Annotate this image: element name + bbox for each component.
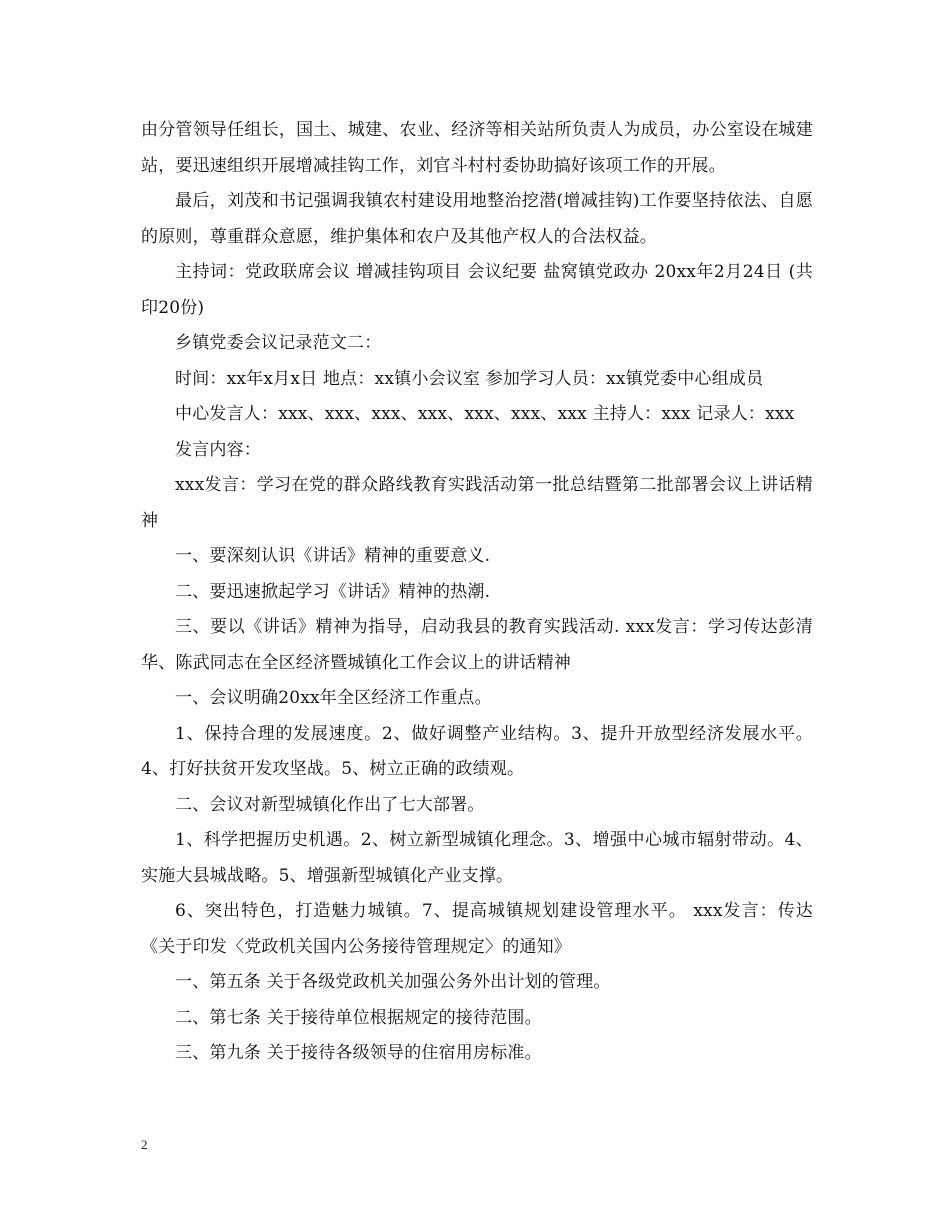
paragraph: 主持词：党政联席会议 增减挂钩项目 会议纪要 盐窝镇党政办 20xx年2月24日 (共印20份): [141, 262, 813, 318]
list-item: 二、要迅速掀起学习《讲话》精神的热潮.: [175, 581, 491, 602]
paragraph: 由分管领导任组长，国土、城建、农业、经济等相关站所负责人为成员，办公室设在城建站，要迅速组织开展增减挂钩工作，刘官斗村村委协助搞好该项工作的开展。: [141, 120, 813, 176]
section-heading: 乡镇党委会议记录范文二：: [175, 333, 382, 353]
list-item: 二、会议对新型城镇化作出了七大部署。: [175, 794, 485, 815]
page-number: 2: [141, 1137, 148, 1152]
paragraph: 中心发言人：xxx、xxx、xxx、xxx、xxx、xxx、xxx 主持人：xxx 记录人：xxx: [175, 404, 795, 424]
paragraph: xxx发言：学习在党的群众路线教育实践活动第一批总结暨第二批部署会议上讲话精神: [141, 475, 813, 531]
list-item: 一、要深刻认识《讲话》精神的重要意义.: [175, 546, 491, 566]
list-item: 三、第九条 关于接待各级领导的住宿用房标准。: [175, 1043, 542, 1063]
document-body: [141, 113, 813, 1072]
paragraph: 发言内容：: [175, 439, 261, 460]
paragraph: 1、保持合理的发展速度。2、做好调整产业结构。3、提升开放型经济发展水平。4、打好扶贫开发攻坚战。5、树立正确的政绩观。: [141, 723, 813, 779]
list-item: 二、第七条 关于接待单位根据规定的接待范围。: [175, 1007, 542, 1028]
list-item: 三、要以《讲话》精神为指导，启动我县的教育实践活动. xxx发言：学习传达彭清华、陈武同志在全区经济暨城镇化工作会议上的讲话精神: [141, 617, 813, 673]
paragraph: 1、科学把握历史机遇。2、树立新型城镇化理念。3、增强中心城市辐射带动。4、实施大县城战略。5、增强新型城镇化产业支撑。: [141, 830, 813, 886]
paragraph: 最后，刘茂和书记强调我镇农村建设用地整治挖潜(增减挂钩)工作要坚持依法、自愿的原则，尊重群众意愿，维护集体和农户及其他产权人的合法权益。: [141, 191, 813, 247]
list-item: 一、第五条 关于各级党政机关加强公务外出计划的管理。: [175, 972, 611, 992]
paragraph: 6、突出特色，打造魅力城镇。7、提高城镇规划建设管理水平。 xxx发言：传达《关于印发〈党政机关国内公务接待管理规定〉的通知》: [141, 901, 813, 957]
list-item: 一、会议明确20xx年全区经济工作重点。: [175, 688, 492, 708]
paragraph: 时间：xx年x月x日 地点：xx镇小会议室 参加学习人员：xx镇党委中心组成员: [175, 368, 764, 389]
